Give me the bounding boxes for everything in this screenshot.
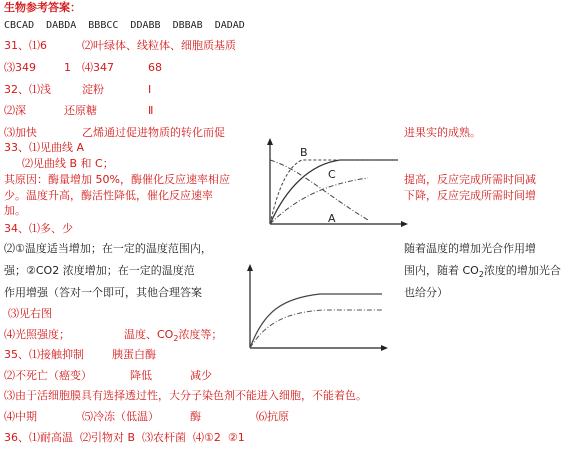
q35-part1a: 35、⑴接触抑制 [4,348,84,361]
q33-reason-a: 其原因：酶量增加 50%，酶催化反应速率相应 [4,173,230,186]
q35-part2b: 降低 [130,369,152,382]
q33-part2: ⑵见曲线 B 和 C； [22,157,114,170]
q32-part2c: Ⅱ [148,104,154,117]
q34-part4b: 温度、$CO_2$浓度等； [124,328,223,344]
q34-curve-lower [250,310,382,348]
q32-part3a: ⑶加快 [4,126,37,139]
q35-part4d: ⑹抗原 [256,410,289,423]
q34-curve-upper [250,294,382,348]
q35-part3: ⑶由于活细胞膜具有选择透过性，大分子染色剂不能进入细胞，不能着色。 [4,389,367,402]
q31-part4a: ⑷347 [82,61,114,74]
q35-part4c: 酶 [190,410,201,423]
q33-reason-b: 提高，反应完成所需时间减 [404,173,536,186]
q35-part4b: ⑸冷冻（低温） [82,410,159,423]
q33-reason-d: 下降，反应完成所需时间增 [404,189,536,202]
q32-part1c: Ⅰ [148,83,152,96]
q34-x-arrow [381,345,388,351]
q33-curve-a [270,160,368,220]
q33-label-b: B [300,146,308,159]
q33-x-arrow [401,221,408,227]
q33-reason-e: 加。 [4,204,26,217]
q31-part4b: 68 [148,61,162,74]
q35-part2c: 减少 [190,369,212,382]
q32-part1b: 淀粉 [82,83,104,96]
q33-enzyme-graph [258,138,410,232]
q34-part2a: ⑵①温度适当增加；在一定的温度范围内， [4,242,212,255]
q31-part1: 31、⑴6 [4,39,47,52]
q34-y-arrow [247,264,253,271]
q31-part2: ⑵叶绿体、线粒体、细胞质基质 [82,39,236,52]
q35-part4a: ⑷中期 [4,410,37,423]
q34-part2b: 随着温度的增加光合作用增 [404,242,536,255]
q31-part3a: ⑶349 [4,61,36,74]
q32-part3b: 乙烯通过促进物质的转化而促 [82,126,225,139]
q33-part1: 33、⑴见曲线 A [4,141,85,154]
q32-part2b: 还原糖 [64,104,97,117]
q35-part1b: 胰蛋白酶 [112,348,156,361]
q34-part2c: 强；②CO2 浓度增加；在一定的温度范 [4,264,195,277]
q34-photosynthesis-graph [240,264,390,356]
q33-y-arrow [267,138,273,145]
q34-part2f: 也给分） [404,286,448,299]
q33-reason-c: 少。温度升高，酶活性降低，催化反应速率 [4,189,213,202]
page-title: 生物参考答案： [4,1,81,14]
q33-label-a: A [328,212,336,225]
q33-curve-c [270,178,368,224]
q36-answers: 36、⑴耐高温 ⑵引物对 B ⑶农杆菌 ⑷①2 ②1 [4,431,245,444]
q34-part2e: 作用增强（答对一个即可，其他合理答案 [4,286,202,299]
q31-part3b: 1 [64,61,71,74]
mc-answers: CBCAD DABDA BBBCC DDABB DBBAB DADAD [4,20,245,31]
q35-part2a: ⑵不死亡（癌变） [4,369,92,382]
q34-part3: ⑶见右图 [8,307,52,320]
q34-part4a: ⑷光照强度； [4,328,70,341]
q32-part2a: ⑵深 [4,104,26,117]
q32-part1a: 32、⑴浅 [4,83,51,96]
q34-part2d: 围内，随着 $CO_2$浓度的增加光合 [404,264,561,280]
q33-label-c: C [328,168,336,181]
q32-part3c: 进果实的成熟。 [404,126,481,139]
q34-part1: 34、⑴多、少 [4,222,73,235]
